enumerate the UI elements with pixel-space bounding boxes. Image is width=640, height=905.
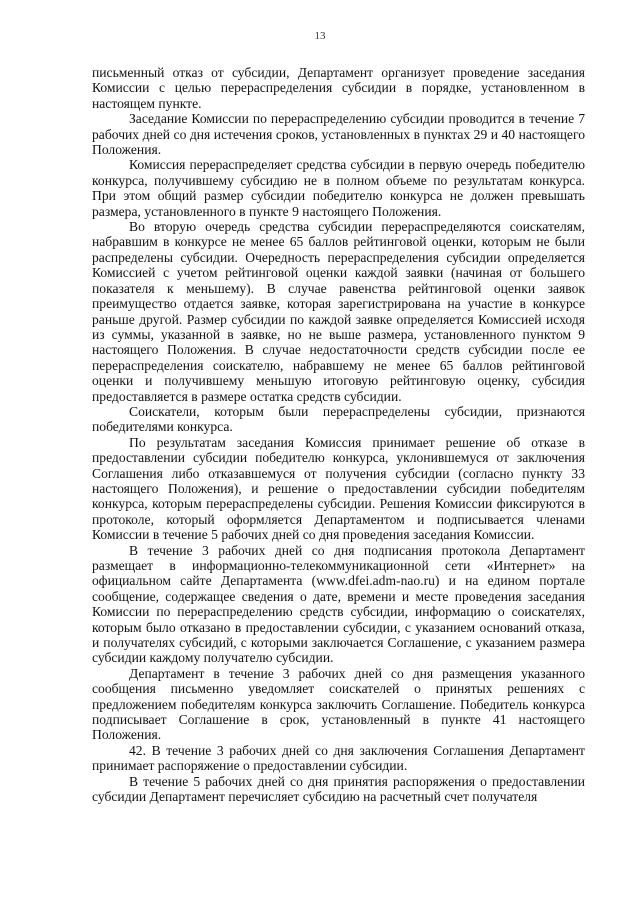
paragraph: Во вторую очередь средства субсидии перераспределяются соискателям, набравшим в конкурсе не менее 65 баллов рейтинговой оценки, которым не были распределены субсидии. Очередность перераспределения субсидии определяется Комиссией с учетом рейтинговой оценки каждой заявки (начиная от большего показателя к меньшему). В случае равенства рейтинговой оценки заявок преимущество отдается заявке, которая зарегистрирована на участие в конкурсе раньше другой. Размер субсидии по каждой заявке определяется Комиссией исходя из суммы, указанной в заявке, но не выше размера, установленного пунктом 9 настоящего Положения. В случае недостаточности средств субсидии после ее перераспределения соискателю, набравшему не менее 65 баллов рейтинговой оценки и получившему меньшую итоговую рейтинговую оценку, субсидия предоставляется в размере остатка средств субсидии. [92, 219, 585, 404]
paragraph: Заседание Комиссии по перераспределению субсидии проводится в течение 7 рабочих дней со дня истечения сроков, установленных в пунктах 29 и 40 настоящего Положения. [92, 111, 585, 158]
paragraph: Комиссия перераспределяет средства субсидии в первую очередь победителю конкурса, получившему субсидию не в полном объеме по результатам конкурса. При этом общий размер субсидии победителю конкурса не должен превышать размера, установленного в пункте 9 настоящего Положения. [92, 157, 585, 219]
paragraph: письменный отказ от субсидии, Департамент организует проведение заседания Комиссии с целью перераспределения субсидии в порядке, установленном в настоящем пункте. [92, 65, 585, 111]
paragraph: В течение 5 рабочих дней со дня принятия распоряжения о предоставлении субсидии Департамент перечисляет субсидию на расчетный счет получателя [92, 773, 585, 805]
paragraph: Департамент в течение 3 рабочих дней со дня размещения указанного сообщения письменно уведомляет соискателей о принятых решениях с предложением победителям конкурса заключить Соглашение. Победитель конкурса подписывает Соглашение в срок, установленный в пункте 41 настоящего Положения. [92, 665, 585, 743]
document-body [92, 65, 585, 805]
paragraph: По результатам заседания Комиссия принимает решение об отказе в предоставлении субсидии победителю конкурса, уклонившемуся от заключения Соглашения либо отказавшемуся от получения субсидии (согласно пункту 33 настоящего Положения), и решение о предоставлении субсидии победителям конкурса, которым перераспределены субсидии. Решения Комиссии фиксируются в протоколе, который оформляется Департаментом и подписывается членами Комиссии в течение 5 рабочих дней со дня проведения заседания Комиссии. [92, 434, 585, 543]
paragraph: Соискатели, которым были перераспределены субсидии, признаются победителями конкурса. [92, 403, 585, 435]
paragraph: В течение 3 рабочих дней со дня подписания протокола Департамент размещает в информационно-телекоммуникационной сети «Интернет» на официальном сайте Департамента (www.dfei.adm-nao.ru) и на едином портале сообщение, содержащее сведения о дате, времени и месте проведения заседания Комиссии по перераспределению средств субсидии, информацию о соискателях, которым было отказано в предоставлении субсидии, с указанием оснований отказа, и получателях субсидий, с которыми заключается Соглашение, с указанием размера субсидии каждому получателю субсидии. [92, 542, 585, 666]
page-number: 13 [314, 30, 326, 42]
paragraph: 42. В течение 3 рабочих дней со дня заключения Соглашения Департамент принимает распоряжение о предоставлении субсидии. [92, 742, 585, 774]
